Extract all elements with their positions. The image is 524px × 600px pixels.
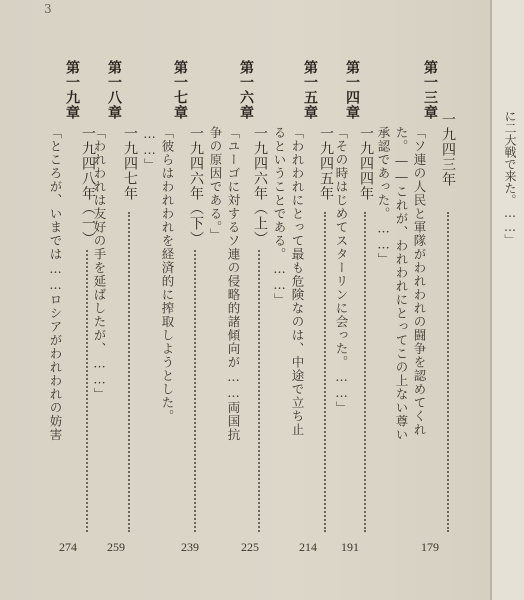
chapter-15-year: 一九四五年: [318, 126, 334, 201]
chapter-14-year: 一九四四年: [358, 126, 374, 201]
chapter-19-title: 第一九章: [64, 60, 80, 120]
chapter-16-year: 一九四六年（上）: [252, 126, 268, 246]
chapter-17-desc-1: 「彼らはわれわれを経済的に搾取しようとした。: [160, 126, 175, 423]
chapter-13-year: 一九四三年: [440, 112, 456, 187]
chapter-15-title: 第一五章: [302, 60, 318, 120]
chapter-16-desc-1: 「ユーゴに対するソ連の侵略的諸傾向が……両国抗: [226, 126, 241, 442]
chapter-16-title: 第一六章: [238, 60, 254, 120]
chapter-19-desc-1: 「ところが、いまでは……ロシアがわれわれの妨害: [48, 126, 63, 442]
chapter-14-title: 第一四章: [344, 60, 360, 120]
chapter-13-page: 179: [421, 540, 439, 554]
chapter-17-year: 一九四六年（下）: [188, 126, 204, 246]
chapter-18-page: 259: [107, 540, 125, 554]
chapter-15-page: 214: [299, 540, 317, 554]
chapter-18-leader: [128, 212, 130, 532]
chapter-15-desc-2: るということである。……」: [272, 126, 287, 307]
chapter-13-desc-2: た。――これが、われわれにとってこの上ない尊い: [394, 126, 409, 442]
chapter-17-page: 239: [181, 540, 199, 554]
chapter-14-leader: [364, 212, 366, 532]
chapter-18-desc-1: 「われわれは友好の手を延ばしたが、……」: [92, 126, 107, 401]
chapter-17-leader: [194, 250, 196, 532]
chapter-16-desc-2: 争の原因である。」: [208, 126, 223, 242]
page-number: 3: [44, 2, 52, 16]
chapter-17-desc-2: ……」: [142, 126, 157, 172]
chapter-13-leader: [447, 212, 449, 532]
chapter-19-leader: [86, 250, 88, 532]
chapter-13-desc-3: 承認であった。……」: [376, 126, 391, 266]
chapter-19-year: 一九四八年（一）: [80, 126, 96, 246]
chapter-14-desc-1: 「その時はじめてスターリンに会った。……」: [334, 126, 349, 415]
chapter-16-page: 225: [241, 540, 259, 554]
facing-page-text: に二大戦で来た。……」: [503, 110, 517, 246]
chapter-19-page: 274: [59, 540, 77, 554]
chapter-18-title: 第一八章: [106, 60, 122, 120]
chapter-17-title: 第一七章: [172, 60, 188, 120]
chapter-18-year: 一九四七年: [122, 126, 138, 201]
facing-page-edge: [490, 0, 524, 600]
chapter-13-title: 第一三章: [422, 60, 438, 120]
chapter-13-desc-1: 「ソ連の人民と軍隊がわれわれの闘争を認めてくれ: [412, 126, 427, 437]
chapter-16-leader: [258, 250, 260, 532]
chapter-14-page: 191: [341, 540, 359, 554]
chapter-15-desc-1: 「われわれにとって最も危険なのは、中途で立ち止: [290, 126, 305, 437]
chapter-15-leader: [324, 212, 326, 532]
